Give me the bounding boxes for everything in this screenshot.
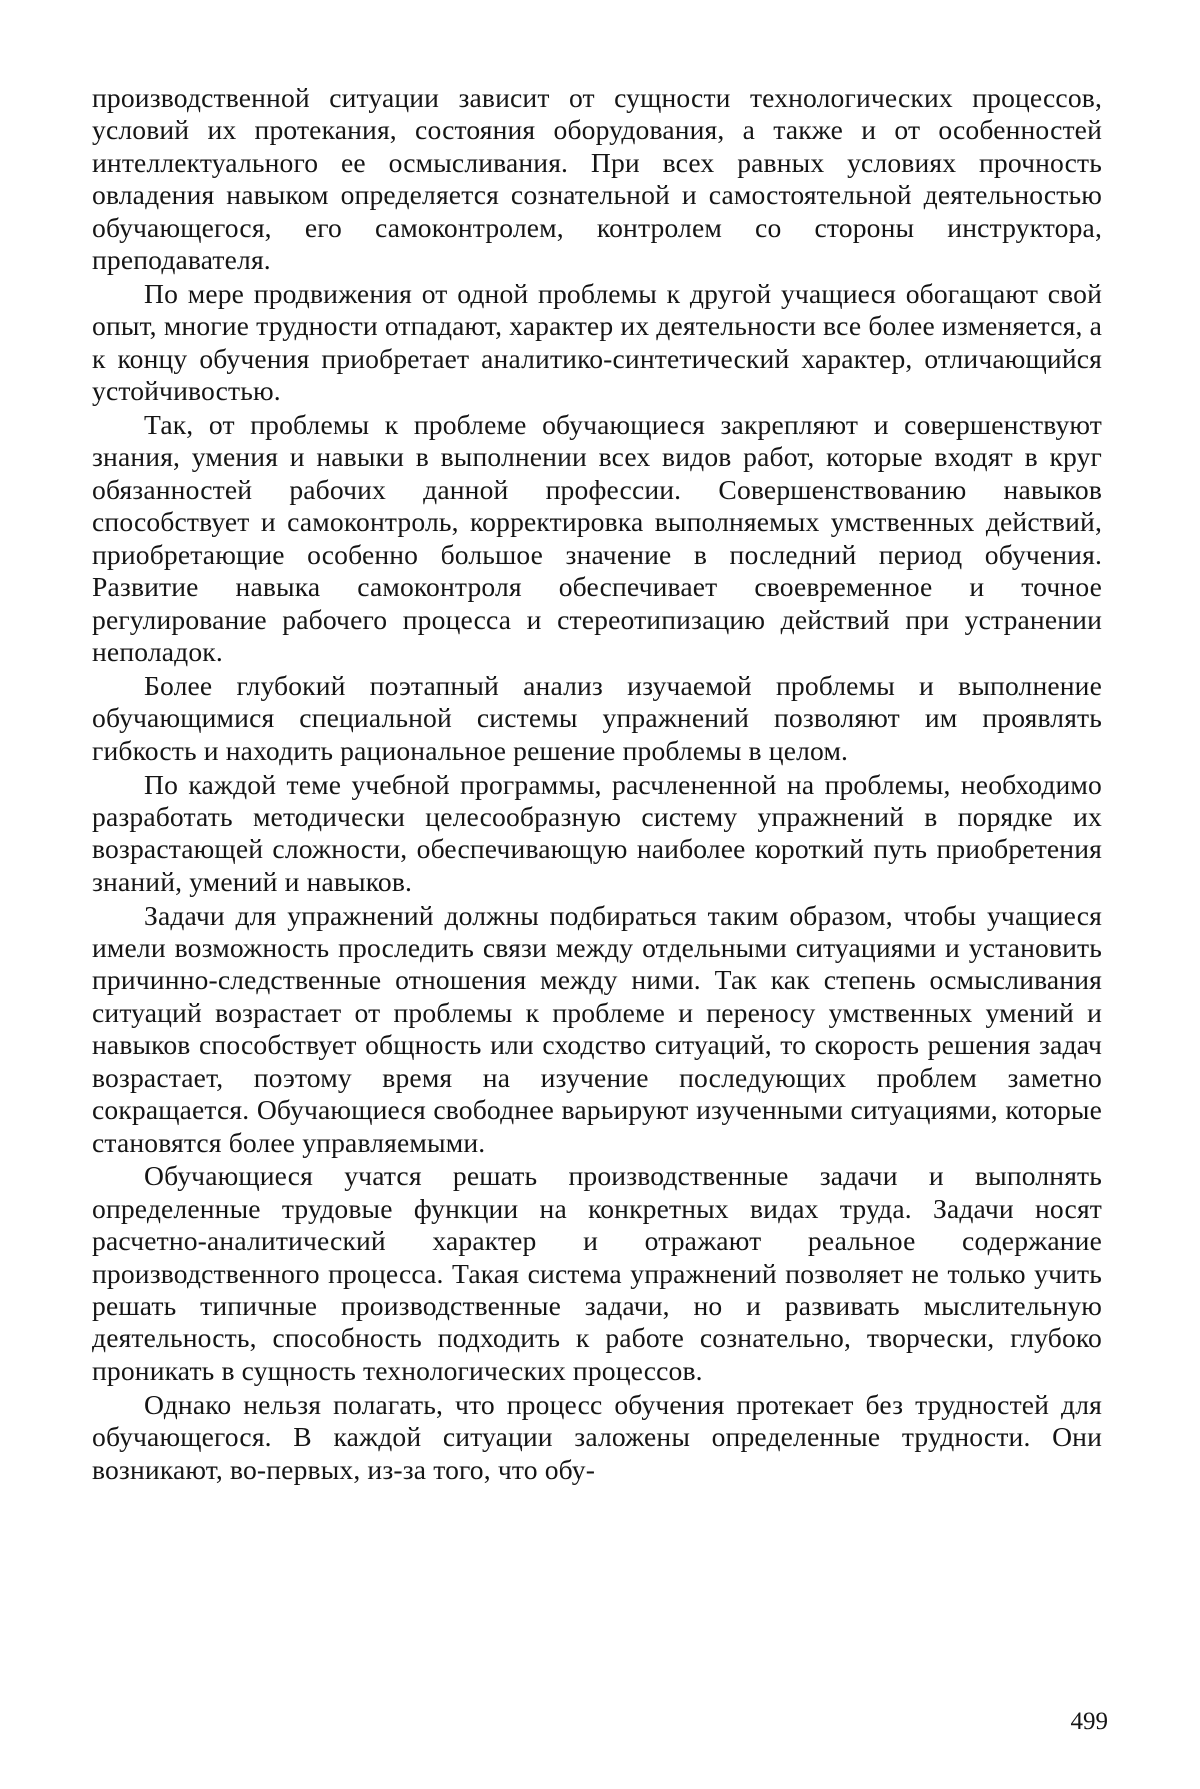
paragraph: Так, от проблемы к проблеме обучающиеся закрепляют и совершенствуют знания, умения и навыки в выполнении всех видов работ, которые входят в круг обязанностей рабочих данной профессии. Совершенствованию навыков способствует и самоконтроль, корректировка выполняемых умственных действий, приобретающие особенно большое значение в последний период обучения. Развитие навыка самоконтроля обеспечивает своевременное и точное регулирование рабочего процесса и стереотипизацию действий при устранении неполадок. (92, 409, 1102, 667)
page-number: 499 (1070, 1708, 1108, 1735)
paragraph: Однако нельзя полагать, что процесс обучения протекает без трудностей для обучающегося. В каждой ситуации заложены определенные трудности. Они возникают, во-первых, из-за того, что обу- (92, 1388, 1102, 1485)
body-text (92, 82, 1102, 1487)
paragraph: По каждой теме учебной программы, расчлененной на проблемы, необходимо разработать методически целесообразную систему упражнений в порядке их возрастающей сложности, обеспечивающую наиболее короткий путь приобретения знаний, умений и навыков. (92, 768, 1102, 897)
paragraph: По мере продвижения от одной проблемы к другой учащиеся обогащают свой опыт, многие трудности отпадают, характер их деятельности все более изменяется, а к концу обучения приобретает аналитико-синтетический характер, отличающийся устойчивостью. (92, 277, 1102, 407)
paragraph-continuation: производственной ситуации зависит от сущности технологических процессов, условий их протекания, состояния оборудования, а также и от особенностей интеллектуального ее осмысливания. При всех равных условиях прочность овладения навыком определяется сознательной и самостоятельной деятельностью обучающегося, его самоконтролем, контролем со стороны инструктора, преподавателя. (92, 82, 1102, 276)
paragraph: Обучающиеся учатся решать производственные задачи и выполнять определенные трудовые функции на конкретных видах труда. Задачи носят расчетно-аналитический характер и отражают реальное содержание производственного процесса. Такая система упражнений позволяет не только учить решать типичные производственные задачи, но и развивать мыслительную деятельность, способность подходить к работе сознательно, творчески, глубоко проникать в сущность технологических процессов. (92, 1160, 1102, 1386)
paragraph: Более глубокий поэтапный анализ изучаемой проблемы и выполнение обучающимися специальной системы упражнений позволяют им проявлять гибкость и находить рациональное решение проблемы в целом. (92, 669, 1102, 766)
paragraph: Задачи для упражнений должны подбираться таким образом, чтобы учащиеся имели возможность проследить связи между отдельными ситуациями и установить причинно-следственные отношения между ними. Так как степень осмысливания ситуаций возрастает от проблемы к проблеме и переносу умственных умений и навыков способствует общность или сходство ситуаций, то скорость решения задач возрастает, поэтому время на изучение последующих проблем заметно сокращается. Обучающиеся свободнее варьируют изученными ситуациями, которые становятся более управляемыми. (92, 899, 1102, 1158)
